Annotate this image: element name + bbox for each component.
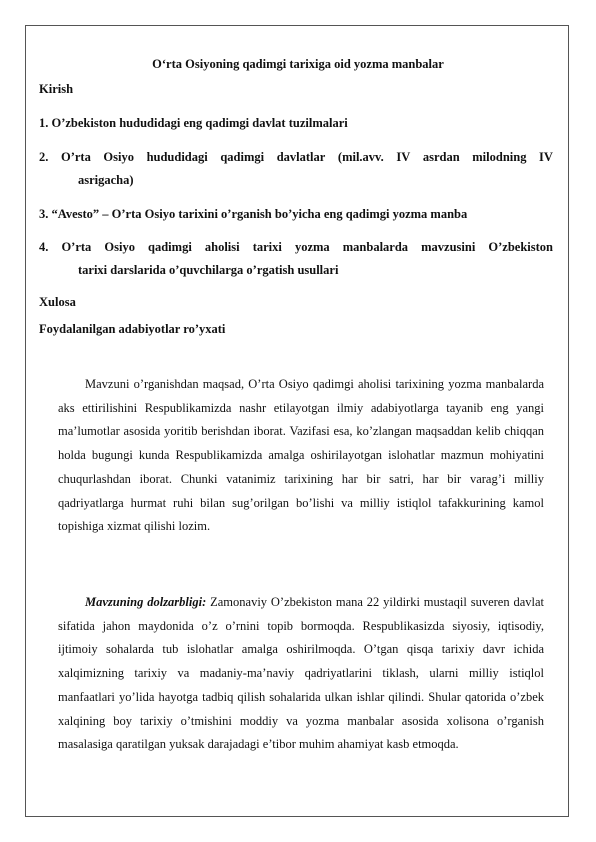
- toc-conclusion: Xulosa: [39, 295, 76, 309]
- toc-item-4-word: tarixi: [252, 240, 282, 254]
- toc-item-2-word: (mil.avv.: [337, 150, 384, 164]
- toc-item-2-word: O’rta: [60, 150, 91, 164]
- toc-item-4-word: aholisi: [204, 240, 240, 254]
- toc-item-1: 1. O’zbekiston hududidagi eng qadimgi davlat tuzilmalari: [39, 116, 348, 130]
- toc-item-4-word: Osiyo: [104, 240, 135, 254]
- toc-item-4-line1: [39, 240, 553, 255]
- toc-item-2-word: Osiyo: [103, 150, 134, 164]
- toc-item-4-word: qadimgi: [148, 240, 192, 254]
- toc-item-2-word: 2.: [39, 150, 49, 164]
- document-title: O‘rta Osiyoning qadimgi tarixiga oid yozma manbalar: [152, 57, 444, 71]
- toc-item-4-word: manbalarda: [342, 240, 409, 254]
- toc-item-2-line2: asrigacha): [78, 173, 134, 187]
- toc-item-4-word: 4.: [39, 240, 49, 254]
- toc-item-4-word: O’rta: [61, 240, 92, 254]
- toc-item-2-line1: [39, 150, 553, 165]
- toc-item-2-word: IV: [539, 150, 553, 164]
- toc-intro: Kirish: [39, 82, 74, 96]
- toc-item-2-word: IV: [396, 150, 411, 164]
- toc-item-2-word: hududidagi: [146, 150, 208, 164]
- toc-item-3: 3. “Avesto” – O’rta Osiyo tarixini o’rganish bo’yicha eng qadimgi yozma manba: [39, 207, 468, 221]
- paragraph-text: Zamonaviy O’zbekiston mana 22 yildirki mustaqil suveren davlat sifatida jahon maydonida o’z o’rnini topib bormoqda. Respublikasizda siyosiy, iqtisodiy, ijtimoiy sohalarda tub islohatlar amalga oshirilmoqda. O’tgan qisqa tarixiy davr ichida xalqimizning tarixiy va madaniy-ma’naviy qadriyatlarini tiklash, ularni milliy istiqlol manfaatlari yo’lida hayotga tadbiq qilish sohalarida ulkan ishlar qilindi. Shular qatorida o’zbek xalqining boy tarixiy o’tmishini moddiy va yozma manbalar asosida xolisona o’rganish masalasiga qaratilgan yuksak darajadagi e’tibor muhim ahamiyat kasb etmoqda.: [58, 595, 544, 752]
- toc-item-2-word: qadimgi: [220, 150, 265, 164]
- toc-item-2-word: asrdan: [422, 150, 460, 164]
- toc-item-4-word: O’zbekiston: [488, 240, 553, 254]
- toc-item-4-word: yozma: [294, 240, 330, 254]
- body-paragraph-relevance: [58, 591, 544, 757]
- body-paragraph-purpose: [58, 373, 544, 539]
- toc-item-4-line2: tarixi darslarida o’quvchilarga o’rgatish usullari: [78, 263, 339, 277]
- toc-item-2-word: milodning: [472, 150, 527, 164]
- paragraph-text: Mavzuni o’rganishdan maqsad, O’rta Osiyo qadimgi aholisi tarixining yozma manbalarda aks ettirilishini Respublikamizda nashr etilayotgan ilmiy adabiyotlarga tayanib eng yangi ma’lumotlar asosida yoritib berishdan iborat. Vazifasi esa, ko’zlangan maqsaddan kelib chiqqan holda bugungi kunda Respublikamizda amalga oshirilayotgan islohatlar mazmun mohiyatini chuqurlashdan iborat. Chunki vatanimiz tarixining har bir satri, har bir varag’i milliy qadriyatlarga hurmat ruhi bilan sug’orilgan bo’lishi va milliy istiqlol tafakkurining kamol topishiga xizmat qilishi lozim.: [58, 377, 544, 534]
- relevance-lead: Mavzuning dolzarbligi:: [85, 595, 207, 609]
- toc-item-4-word: mavzusini: [421, 240, 476, 254]
- toc-references: Foydalanilgan adabiyotlar ro’yxati: [39, 322, 226, 336]
- toc-item-2-word: davlatlar: [276, 150, 326, 164]
